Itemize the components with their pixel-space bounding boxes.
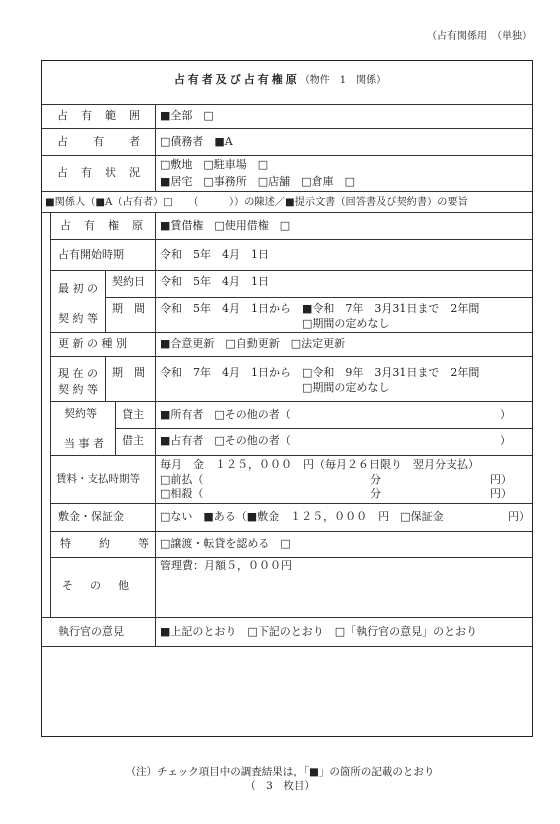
parties-label1: 契約等: [64, 407, 97, 420]
start-label: 占有開始時期: [58, 248, 124, 261]
rent-prepaid: □前払（: [160, 473, 204, 486]
first-contract-label1: 最 初 の: [58, 282, 98, 295]
deposit-value: □ない ■ある（■敷金 １２５，０００ 円 □保証金: [160, 510, 444, 523]
first-period-label: 期 間: [112, 302, 145, 315]
lessee-close: ）: [500, 434, 511, 447]
party-statement: ■関係人（■A（占有者）□ （ ））の陳述／■提示文書（回答書及び契約書）の要旨: [45, 197, 468, 208]
rent-offset: □相殺（: [160, 487, 204, 500]
first-period-line2: □期間の定めなし: [302, 317, 390, 330]
page-title: [0, 73, 560, 88]
status-line2: ■居宅 □事務所 □店舗 □倉庫 □: [160, 175, 355, 188]
status-label: 占 有 状 況: [57, 166, 141, 179]
first-contract-label2: 契 約 等: [58, 312, 98, 325]
other-label: そ の 他: [62, 579, 132, 592]
deposit-label: 敷金・保証金: [58, 510, 124, 523]
renewal-value: ■合意更新 □自動更新 □法定更新: [160, 337, 346, 350]
current-contract-label2: 契 約 等: [58, 383, 98, 396]
right-label: 占 有 権 原: [60, 219, 144, 232]
opinion-value: ■上記のとおり □下記のとおり □「執行官の意見」のとおり: [160, 625, 478, 638]
rent-offset-unit: 分: [370, 487, 381, 500]
rent-prepaid-yen: 円）: [490, 473, 512, 486]
right-value: ■賃借権 □使用借権 □: [160, 219, 291, 232]
usage-label: （占有関係用 （単独）: [427, 31, 532, 42]
rent-label: 賃料・支払時期等: [56, 473, 140, 485]
rent-line1: 毎月 金 １２５，０００ 円（毎月２６日限り 翌月分支払）: [160, 458, 479, 471]
special-value: □譲渡・転貸を認める □: [160, 537, 291, 550]
footer-page: （ 3 枚目）: [245, 780, 315, 792]
deposit-end: 円）: [508, 510, 530, 523]
start-value: 令和 5年 4月 1日: [160, 248, 269, 261]
renewal-label: 更 新 の 種 別: [58, 337, 127, 350]
first-date-value: 令和 5年 4月 1日: [160, 275, 269, 288]
title-sub: （物件 1 関係）: [299, 75, 387, 86]
opinion-label: 執行官の意見: [58, 625, 124, 638]
title-main: 占有者及び占有権原: [173, 73, 300, 86]
current-period-label: 期 間: [112, 366, 145, 379]
occupant-value: □債務者 ■A: [160, 135, 233, 148]
lessor-label: 貸主: [122, 408, 144, 421]
rent-offset-yen: 円）: [490, 487, 512, 500]
current-period-line2: □期間の定めなし: [302, 381, 390, 394]
current-period-line1: 令和 7年 4月 1日から □令和 9年 3月31日まで 2年間: [160, 366, 480, 379]
lessee-label: 借主: [122, 434, 144, 447]
lessor-value: ■所有者 □その他の者（: [160, 408, 291, 421]
occupant-label: 占 有 者: [57, 135, 141, 148]
footer-note: （注）チェック項目中の調査結果は，「■」の箇所の記載のとおり: [125, 766, 435, 778]
status-line1: □敷地 □駐車場 □: [160, 158, 269, 171]
current-contract-label1: 現 在 の: [58, 367, 98, 380]
scope-label: 占 有 範 囲: [57, 109, 141, 122]
other-value: 管理費：月額５，０００円: [160, 559, 292, 572]
first-period-line1: 令和 5年 4月 1日から ■令和 7年 3月31日まで 2年間: [160, 302, 480, 315]
parties-label2: 当 事 者: [64, 437, 104, 450]
lessee-value: ■占有者 □その他の者（: [160, 434, 291, 447]
special-label: 特 約 等: [60, 537, 151, 550]
rent-prepaid-unit: 分: [370, 473, 381, 486]
scope-value: ■全部 □: [160, 109, 214, 122]
lessor-close: ）: [500, 408, 511, 421]
first-date-label: 契約日: [112, 275, 145, 288]
